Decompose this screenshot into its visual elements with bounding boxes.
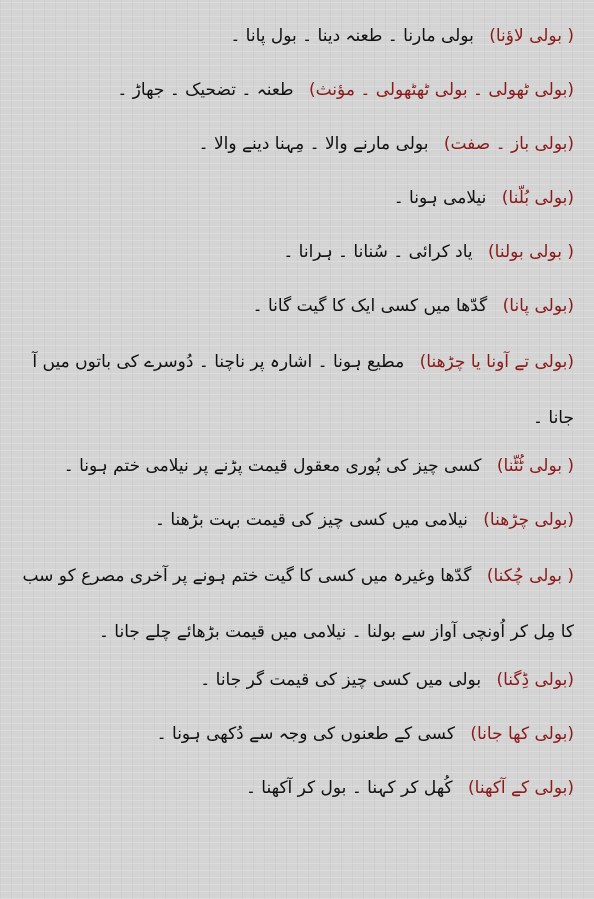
entry-meaning: مطیع ہونا ۔ اشارہ پر ناچنا ۔ دُوسرے کی باتوں میں آ جانا ۔ [32, 352, 574, 428]
entry-boli-digna [20, 666, 574, 695]
entry-meaning: بولی میں کسی چیز کی قیمت گر جانا ۔ [200, 670, 482, 690]
entry-term: (بولی پانا) [502, 296, 574, 316]
entry-term: (بولی ڈِگنا) [496, 670, 574, 690]
entry-meaning: بولی مارنے والا ۔ مِہنا دینے والا ۔ [198, 134, 429, 154]
entry-meaning: یاد کرائی ۔ سُنانا ۔ ہرانا ۔ [283, 242, 473, 262]
entry-boli-ke-akhna [20, 774, 574, 803]
entry-term: ( بولی لاؤنا) [489, 26, 574, 46]
entry-meaning: بولی مارنا ۔ طعنہ دینا ۔ بول پانا ۔ [230, 26, 474, 46]
entry-term: (بولی باز ۔ صفت) [443, 134, 574, 154]
entry-meaning: طعنہ ۔ تضحیک ۔ جھاڑ ۔ [117, 80, 294, 100]
entry-boli-tuttna [20, 452, 574, 481]
entry-term: (بولی کھا جانا) [470, 724, 574, 744]
entry-meaning: کُھل کر کہنا ۔ بول کر آکھنا ۔ [245, 778, 453, 798]
entry-term: (بولی کے آکھنا) [468, 778, 574, 798]
entry-boli-chukna [20, 548, 574, 660]
entry-boli-baz [20, 130, 574, 159]
entry-term: (بولی بُلّنا) [501, 188, 574, 208]
entry-term: (بولی تے آونا یا چڑھنا) [419, 352, 574, 372]
entry-term: (بولی چڑھنا) [483, 510, 574, 530]
entry-boli-tholi [20, 76, 574, 105]
entry-term: ( بولی چُکنا) [486, 566, 574, 586]
entry-meaning: گدّھا میں کسی ایک کا گیت گانا ۔ [252, 296, 488, 316]
entry-meaning: نیلامی میں کسی چیز کی قیمت بہت بڑھنا ۔ [154, 510, 468, 530]
entry-term: ( بولی بولنا) [488, 242, 574, 262]
entry-meaning: نیلامی ہونا ۔ [393, 188, 487, 208]
entry-boli-launa [20, 22, 574, 51]
entry-boli-bolna [20, 238, 574, 267]
entry-boli-kha-jana [20, 720, 574, 749]
entry-term: (بولی ٹھولی ۔ بولی ٹھٹھولی ۔ مؤنث) [308, 80, 574, 100]
entry-boli-charhna [20, 506, 574, 535]
entry-meaning: گدّھا وغیرہ میں کسی کا گیت ختم ہونے پر آخری مصرع کو سب کا مِل کر اُونچی آواز سے بولنا ۔ نیلامی میں قیمت بڑھائے چلے جانا ۔ [22, 566, 574, 642]
entry-boli-bullna [20, 184, 574, 213]
entry-term: ( بولی ٹُٹّنا) [496, 456, 574, 476]
entry-meaning: کسی چیز کی پُوری معقول قیمت پڑنے پر نیلامی ختم ہونا ۔ [63, 456, 482, 476]
entry-meaning: کسی کے طعنوں کی وجہ سے دُکھی ہونا ۔ [156, 724, 455, 744]
entry-boli-te-aona [20, 334, 574, 446]
entry-boli-pana [20, 292, 574, 321]
